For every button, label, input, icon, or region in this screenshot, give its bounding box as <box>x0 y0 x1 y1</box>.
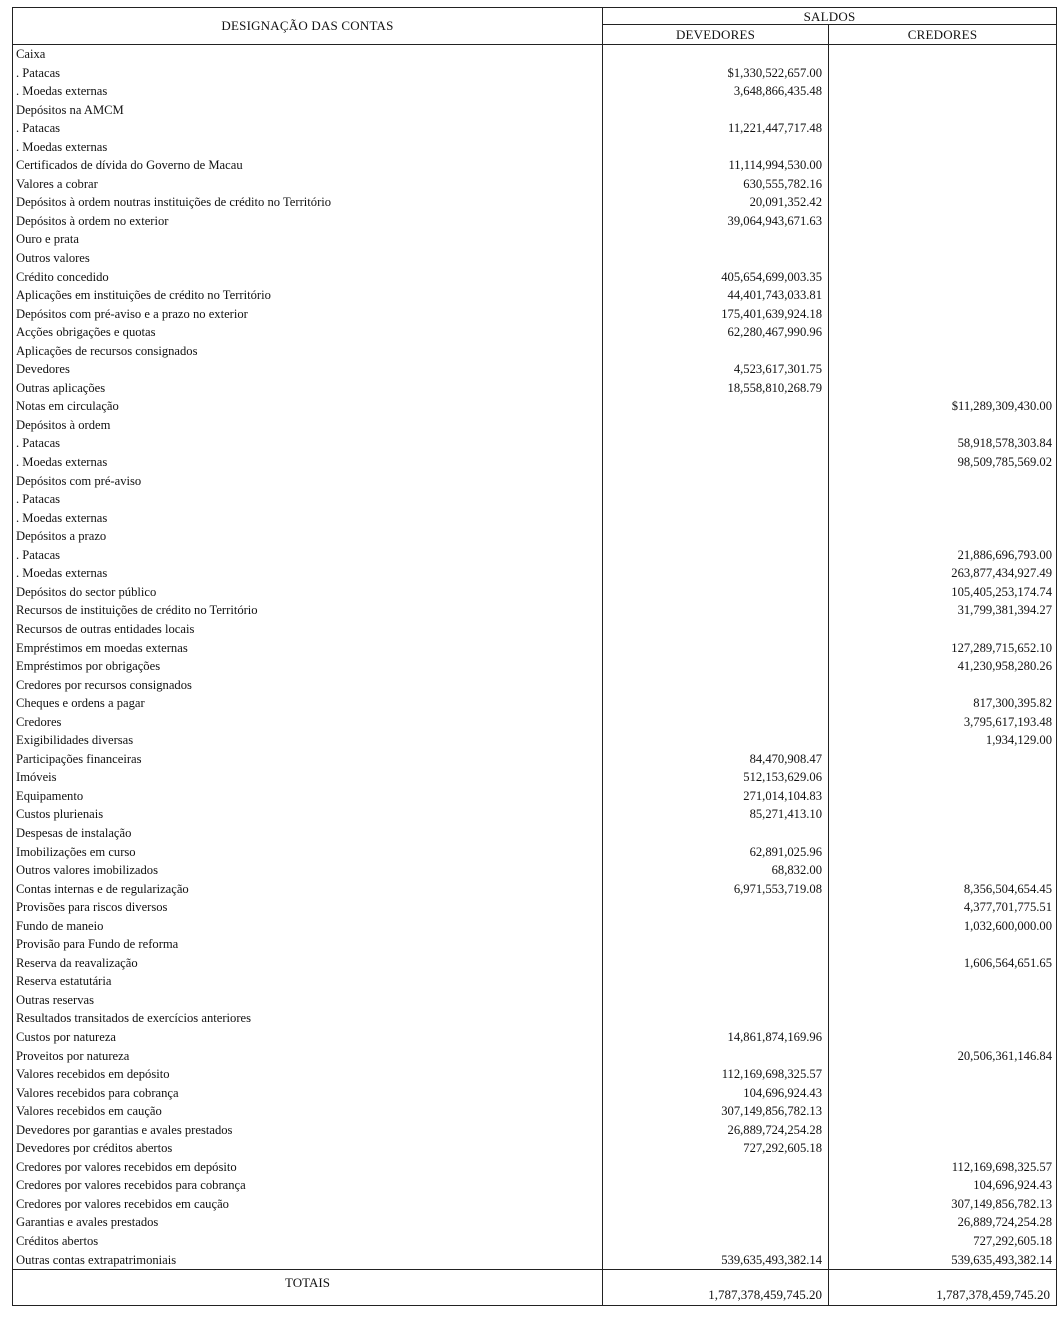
credores-value: 8,356,504,654.45 <box>829 880 1057 899</box>
table-row <box>13 991 1057 1010</box>
table-row <box>13 620 1057 639</box>
table-row <box>13 323 1057 342</box>
credores-value <box>829 175 1057 194</box>
credores-value <box>829 379 1057 398</box>
devedores-value <box>603 1195 829 1214</box>
account-name: Custos plurienais <box>13 805 603 824</box>
credores-value: 263,877,434,927.49 <box>829 564 1057 583</box>
devedores-value <box>603 527 829 546</box>
table-row <box>13 824 1057 843</box>
devedores-value <box>603 935 829 954</box>
account-name: Provisão para Fundo de reforma <box>13 935 603 954</box>
devedores-value: 11,221,447,717.48 <box>603 119 829 138</box>
credores-value <box>829 509 1057 528</box>
credores-value <box>829 249 1057 268</box>
credores-value: 21,886,696,793.00 <box>829 546 1057 565</box>
devedores-value <box>603 416 829 435</box>
credores-value: 1,934,129.00 <box>829 731 1057 750</box>
credores-value: 127,289,715,652.10 <box>829 639 1057 658</box>
table-row <box>13 1176 1057 1195</box>
table-row <box>13 750 1057 769</box>
credores-value: 3,795,617,193.48 <box>829 713 1057 732</box>
account-name: . Moedas externas <box>13 453 603 472</box>
header-saldos: SALDOS <box>603 8 1057 25</box>
table-row <box>13 138 1057 157</box>
devedores-value: 84,470,908.47 <box>603 750 829 769</box>
devedores-value: 62,280,467,990.96 <box>603 323 829 342</box>
devedores-value <box>603 472 829 491</box>
credores-value <box>829 212 1057 231</box>
devedores-value <box>603 434 829 453</box>
credores-value: 58,918,578,303.84 <box>829 434 1057 453</box>
table-row <box>13 119 1057 138</box>
credores-value <box>829 972 1057 991</box>
devedores-value <box>603 138 829 157</box>
devedores-value: $1,330,522,657.00 <box>603 64 829 83</box>
credores-value: 31,799,381,394.27 <box>829 601 1057 620</box>
devedores-value <box>603 101 829 120</box>
balance-sheet <box>12 7 1056 1306</box>
account-name: Contas internas e de regularização <box>13 880 603 899</box>
devedores-value <box>603 713 829 732</box>
devedores-value <box>603 694 829 713</box>
account-name: . Patacas <box>13 490 603 509</box>
credores-value: 4,377,701,775.51 <box>829 898 1057 917</box>
account-name: Custos por natureza <box>13 1028 603 1047</box>
credores-value <box>829 45 1057 64</box>
credores-value <box>829 268 1057 287</box>
credores-value <box>829 805 1057 824</box>
table-row <box>13 843 1057 862</box>
table-row <box>13 583 1057 602</box>
account-name: Outras reservas <box>13 991 603 1010</box>
table-row <box>13 249 1057 268</box>
table-row <box>13 101 1057 120</box>
account-name: Caixa <box>13 45 603 64</box>
devedores-value <box>603 230 829 249</box>
totals-devedores: 1,787,378,459,745.20 <box>603 1270 829 1306</box>
table-row <box>13 546 1057 565</box>
devedores-value: 39,064,943,671.63 <box>603 212 829 231</box>
account-name: Depósitos com pré-aviso <box>13 472 603 491</box>
account-name: Aplicações em instituições de crédito no Território <box>13 286 603 305</box>
devedores-value: 271,014,104.83 <box>603 787 829 806</box>
credores-value <box>829 119 1057 138</box>
credores-value: 307,149,856,782.13 <box>829 1195 1057 1214</box>
devedores-value <box>603 824 829 843</box>
table-row <box>13 880 1057 899</box>
account-name: Créditos abertos <box>13 1232 603 1251</box>
devedores-value <box>603 1009 829 1028</box>
account-name: . Moedas externas <box>13 138 603 157</box>
account-name: Cheques e ordens a pagar <box>13 694 603 713</box>
account-name: . Moedas externas <box>13 82 603 101</box>
devedores-value <box>603 1213 829 1232</box>
account-name: Fundo de maneio <box>13 917 603 936</box>
account-name: Depósitos à ordem noutras instituições de crédito no Território <box>13 193 603 212</box>
table-row <box>13 156 1057 175</box>
credores-value <box>829 768 1057 787</box>
account-name: Outras aplicações <box>13 379 603 398</box>
devedores-value <box>603 639 829 658</box>
credores-value <box>829 1084 1057 1103</box>
accounts-table <box>12 7 1057 1306</box>
devedores-value <box>603 972 829 991</box>
account-name: Devedores <box>13 360 603 379</box>
account-name: Empréstimos por obrigações <box>13 657 603 676</box>
devedores-value <box>603 620 829 639</box>
devedores-value <box>603 453 829 472</box>
table-row <box>13 490 1057 509</box>
credores-value <box>829 861 1057 880</box>
credores-value <box>829 305 1057 324</box>
credores-value <box>829 193 1057 212</box>
account-name: . Patacas <box>13 434 603 453</box>
devedores-value: 11,114,994,530.00 <box>603 156 829 175</box>
table-row <box>13 193 1057 212</box>
credores-value: 817,300,395.82 <box>829 694 1057 713</box>
table-row <box>13 1065 1057 1084</box>
table-row <box>13 1047 1057 1066</box>
table-row <box>13 527 1057 546</box>
account-name: Ouro e prata <box>13 230 603 249</box>
credores-value: 1,606,564,651.65 <box>829 954 1057 973</box>
devedores-value: 20,091,352.42 <box>603 193 829 212</box>
devedores-value <box>603 342 829 361</box>
table-row <box>13 379 1057 398</box>
devedores-value: 85,271,413.10 <box>603 805 829 824</box>
credores-value <box>829 991 1057 1010</box>
account-name: Valores recebidos para cobrança <box>13 1084 603 1103</box>
credores-value <box>829 230 1057 249</box>
table-row <box>13 917 1057 936</box>
table-row <box>13 935 1057 954</box>
account-name: Credores por valores recebidos em depósito <box>13 1158 603 1177</box>
devedores-value <box>603 676 829 695</box>
table-row <box>13 676 1057 695</box>
devedores-value <box>603 564 829 583</box>
credores-value <box>829 416 1057 435</box>
table-row <box>13 713 1057 732</box>
account-name: Crédito concedido <box>13 268 603 287</box>
table-row <box>13 861 1057 880</box>
account-name: Garantias e avales prestados <box>13 1213 603 1232</box>
table-row <box>13 1158 1057 1177</box>
account-name: Devedores por créditos abertos <box>13 1139 603 1158</box>
credores-value: 539,635,493,382.14 <box>829 1251 1057 1270</box>
account-name: Imóveis <box>13 768 603 787</box>
account-name: Valores a cobrar <box>13 175 603 194</box>
account-name: Resultados transitados de exercícios anteriores <box>13 1009 603 1028</box>
devedores-value <box>603 45 829 64</box>
devedores-value: 307,149,856,782.13 <box>603 1102 829 1121</box>
devedores-value: 62,891,025.96 <box>603 843 829 862</box>
account-name: Proveitos por natureza <box>13 1047 603 1066</box>
credores-value <box>829 323 1057 342</box>
devedores-value: 4,523,617,301.75 <box>603 360 829 379</box>
credores-value <box>829 1139 1057 1158</box>
table-row <box>13 472 1057 491</box>
credores-value <box>829 787 1057 806</box>
devedores-value: 44,401,743,033.81 <box>603 286 829 305</box>
credores-value: 112,169,698,325.57 <box>829 1158 1057 1177</box>
credores-value: 98,509,785,569.02 <box>829 453 1057 472</box>
devedores-value <box>603 601 829 620</box>
devedores-value: 112,169,698,325.57 <box>603 1065 829 1084</box>
account-name: Outros valores imobilizados <box>13 861 603 880</box>
table-row <box>13 434 1057 453</box>
table-row <box>13 768 1057 787</box>
table-row <box>13 286 1057 305</box>
table-row <box>13 1028 1057 1047</box>
table-row <box>13 397 1057 416</box>
table-row <box>13 898 1057 917</box>
credores-value <box>829 676 1057 695</box>
account-name: Valores recebidos em caução <box>13 1102 603 1121</box>
devedores-value: 175,401,639,924.18 <box>603 305 829 324</box>
account-name: Reserva da reavalização <box>13 954 603 973</box>
devedores-value <box>603 657 829 676</box>
devedores-value: 405,654,699,003.35 <box>603 268 829 287</box>
table-row <box>13 82 1057 101</box>
account-name: Imobilizações em curso <box>13 843 603 862</box>
table-row <box>13 731 1057 750</box>
table-row <box>13 64 1057 83</box>
credores-value <box>829 360 1057 379</box>
header-devedores: DEVEDORES <box>603 25 829 45</box>
credores-value: 727,292,605.18 <box>829 1232 1057 1251</box>
account-name: Depósitos na AMCM <box>13 101 603 120</box>
account-name: Depósitos do sector público <box>13 583 603 602</box>
devedores-value: 539,635,493,382.14 <box>603 1251 829 1270</box>
account-name: Empréstimos em moedas externas <box>13 639 603 658</box>
table-row <box>13 1213 1057 1232</box>
devedores-value <box>603 1158 829 1177</box>
account-name: . Patacas <box>13 64 603 83</box>
account-name: . Patacas <box>13 119 603 138</box>
account-name: Reserva estatutária <box>13 972 603 991</box>
totals-label: TOTAIS <box>13 1270 603 1306</box>
devedores-value: 104,696,924.43 <box>603 1084 829 1103</box>
totals-credores: 1,787,378,459,745.20 <box>829 1270 1057 1306</box>
account-name: Participações financeiras <box>13 750 603 769</box>
table-row <box>13 787 1057 806</box>
credores-value <box>829 1028 1057 1047</box>
account-name: Depósitos à ordem <box>13 416 603 435</box>
credores-value: 20,506,361,146.84 <box>829 1047 1057 1066</box>
account-name: Aplicações de recursos consignados <box>13 342 603 361</box>
devedores-value <box>603 917 829 936</box>
account-name: Depósitos à ordem no exterior <box>13 212 603 231</box>
table-row <box>13 212 1057 231</box>
credores-value: 41,230,958,280.26 <box>829 657 1057 676</box>
table-row <box>13 230 1057 249</box>
table-row <box>13 1251 1057 1270</box>
devedores-value: 6,971,553,719.08 <box>603 880 829 899</box>
credores-value <box>829 935 1057 954</box>
table-row <box>13 342 1057 361</box>
table-row <box>13 694 1057 713</box>
devedores-value <box>603 583 829 602</box>
table-row <box>13 1102 1057 1121</box>
account-name: Despesas de instalação <box>13 824 603 843</box>
table-row <box>13 360 1057 379</box>
credores-value <box>829 64 1057 83</box>
table-row <box>13 1121 1057 1140</box>
credores-value: 1,032,600,000.00 <box>829 917 1057 936</box>
credores-value: 26,889,724,254.28 <box>829 1213 1057 1232</box>
account-name: Equipamento <box>13 787 603 806</box>
credores-value: 104,696,924.43 <box>829 1176 1057 1195</box>
table-body <box>13 45 1057 1270</box>
devedores-value: 18,558,810,268.79 <box>603 379 829 398</box>
devedores-value <box>603 954 829 973</box>
account-name: Depósitos a prazo <box>13 527 603 546</box>
account-name: Acções obrigações e quotas <box>13 323 603 342</box>
table-row <box>13 1195 1057 1214</box>
credores-value <box>829 490 1057 509</box>
account-name: Depósitos com pré-aviso e a prazo no exterior <box>13 305 603 324</box>
credores-value <box>829 620 1057 639</box>
devedores-value <box>603 546 829 565</box>
credores-value <box>829 156 1057 175</box>
table-row <box>13 509 1057 528</box>
account-name: . Moedas externas <box>13 509 603 528</box>
devedores-value <box>603 898 829 917</box>
credores-value <box>829 1009 1057 1028</box>
table-row <box>13 1139 1057 1158</box>
account-name: Outros valores <box>13 249 603 268</box>
table-row <box>13 268 1057 287</box>
credores-value <box>829 342 1057 361</box>
devedores-value <box>603 397 829 416</box>
credores-value <box>829 824 1057 843</box>
account-name: Credores por valores recebidos em caução <box>13 1195 603 1214</box>
devedores-value: 14,861,874,169.96 <box>603 1028 829 1047</box>
table-row <box>13 564 1057 583</box>
devedores-value <box>603 509 829 528</box>
credores-value <box>829 1065 1057 1084</box>
credores-value <box>829 1121 1057 1140</box>
table-row <box>13 1084 1057 1103</box>
table-row <box>13 45 1057 64</box>
credores-value <box>829 527 1057 546</box>
credores-value <box>829 472 1057 491</box>
table-row <box>13 1009 1057 1028</box>
account-name: Recursos de outras entidades locais <box>13 620 603 639</box>
account-name: Credores por valores recebidos para cobrança <box>13 1176 603 1195</box>
table-row <box>13 453 1057 472</box>
devedores-value <box>603 490 829 509</box>
devedores-value: 727,292,605.18 <box>603 1139 829 1158</box>
table-row <box>13 805 1057 824</box>
account-name: Credores por recursos consignados <box>13 676 603 695</box>
table-row <box>13 175 1057 194</box>
account-name: Valores recebidos em depósito <box>13 1065 603 1084</box>
credores-value <box>829 138 1057 157</box>
devedores-value <box>603 1047 829 1066</box>
table-row <box>13 416 1057 435</box>
table-row <box>13 305 1057 324</box>
credores-value <box>829 101 1057 120</box>
header-designation: DESIGNAÇÃO DAS CONTAS <box>13 8 603 45</box>
devedores-value: 68,832.00 <box>603 861 829 880</box>
credores-value <box>829 750 1057 769</box>
account-name: Exigibilidades diversas <box>13 731 603 750</box>
devedores-value: 630,555,782.16 <box>603 175 829 194</box>
account-name: Recursos de instituições de crédito no Território <box>13 601 603 620</box>
credores-value <box>829 843 1057 862</box>
table-row <box>13 1232 1057 1251</box>
account-name: Notas em circulação <box>13 397 603 416</box>
credores-value: 105,405,253,174.74 <box>829 583 1057 602</box>
credores-value: $11,289,309,430.00 <box>829 397 1057 416</box>
credores-value <box>829 82 1057 101</box>
table-row <box>13 954 1057 973</box>
devedores-value <box>603 249 829 268</box>
account-name: Credores <box>13 713 603 732</box>
account-name: . Moedas externas <box>13 564 603 583</box>
table-row <box>13 657 1057 676</box>
account-name: . Patacas <box>13 546 603 565</box>
account-name: Devedores por garantias e avales prestados <box>13 1121 603 1140</box>
devedores-value <box>603 991 829 1010</box>
devedores-value <box>603 1232 829 1251</box>
header-credores: CREDORES <box>829 25 1057 45</box>
devedores-value: 3,648,866,435.48 <box>603 82 829 101</box>
devedores-value <box>603 1176 829 1195</box>
table-row <box>13 639 1057 658</box>
credores-value <box>829 286 1057 305</box>
account-name: Provisões para riscos diversos <box>13 898 603 917</box>
devedores-value: 512,153,629.06 <box>603 768 829 787</box>
devedores-value <box>603 731 829 750</box>
account-name: Outras contas extrapatrimoniais <box>13 1251 603 1270</box>
table-row <box>13 972 1057 991</box>
table-row <box>13 601 1057 620</box>
credores-value <box>829 1102 1057 1121</box>
totals-row <box>13 1270 1057 1306</box>
devedores-value: 26,889,724,254.28 <box>603 1121 829 1140</box>
account-name: Certificados de dívida do Governo de Macau <box>13 156 603 175</box>
